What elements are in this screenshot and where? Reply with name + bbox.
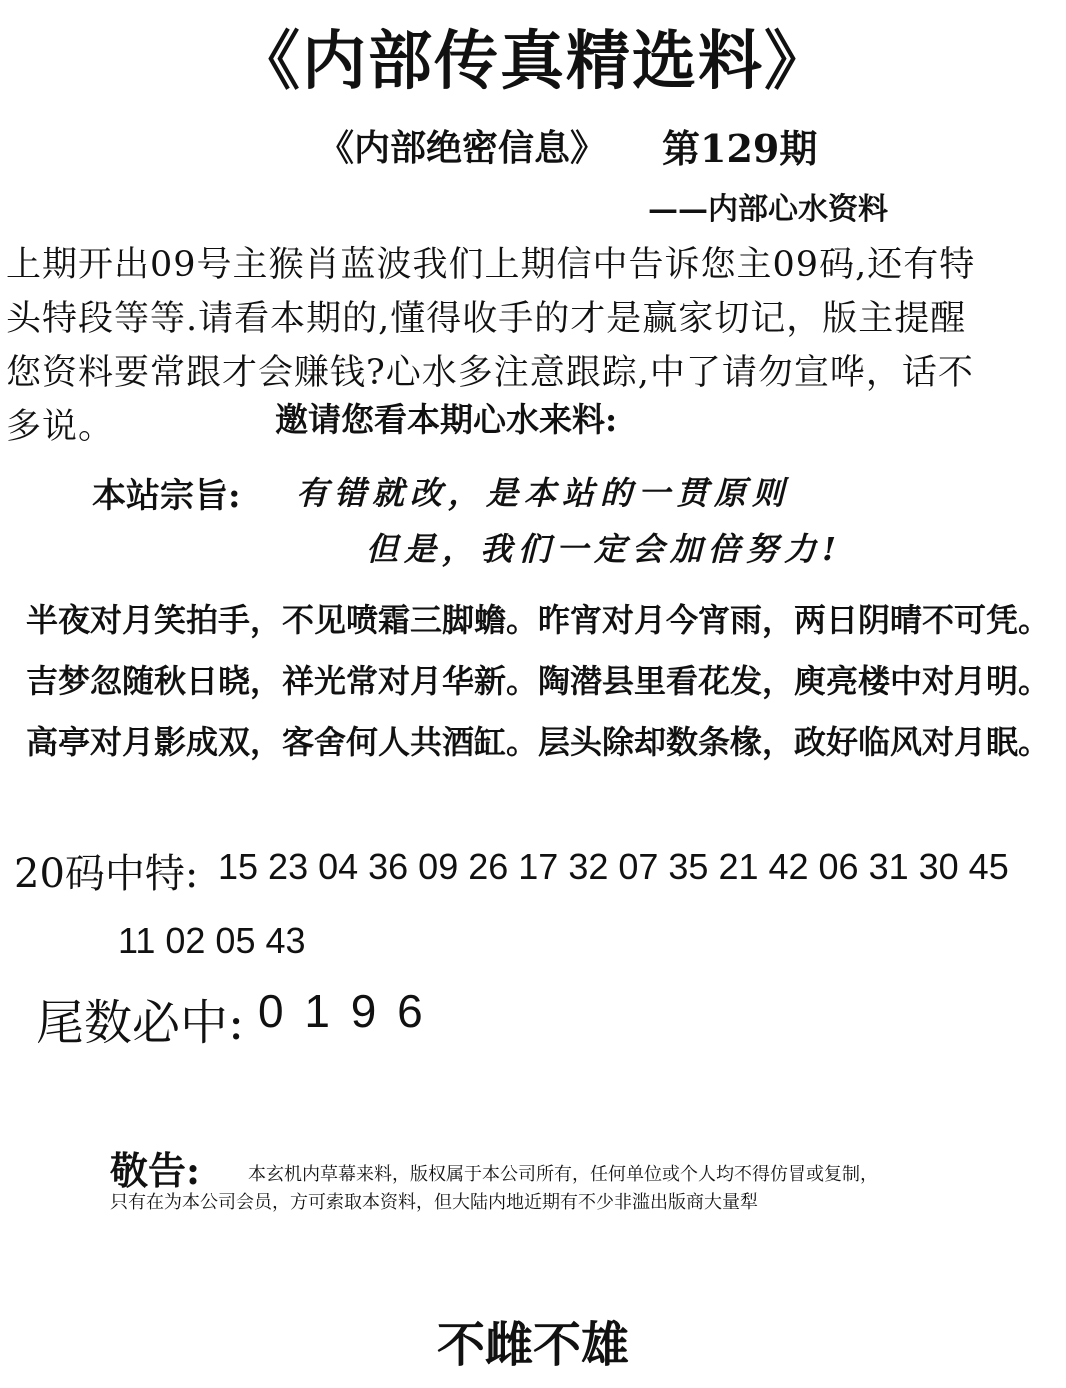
motto-line: 有错就改，是本站的一贯原则 bbox=[296, 474, 791, 512]
section-subtitle: 《内部绝密信息》 bbox=[318, 127, 607, 169]
poem-line: 半夜对月笑拍手，不见喷霜三脚蟾。昨宵对月今宵雨，两日阴晴不可凭。 bbox=[26, 601, 1051, 639]
poem-line: 高亭对月影成双，客舍何人共酒缸。层头除却数条椽，政好临风对月眠。 bbox=[26, 723, 1051, 761]
intro-line: 您资料要常跟才会赚钱?心水多注意跟踪,中了请勿宣哗，话不 bbox=[6, 353, 974, 393]
poem bbox=[26, 598, 1062, 781]
numbers-values: 15 23 04 36 09 26 17 32 07 35 21 42 06 31 30 45 bbox=[218, 846, 1009, 887]
page-title: 《内部传真精选料》 bbox=[236, 24, 830, 99]
footer-text: 不雌不雄 bbox=[436, 1317, 629, 1373]
notice-line: 只有在为本公司会员，方可索取本资料，但大陆内地近期有不少非滥出版商大量犁 bbox=[110, 1192, 758, 1213]
motto-label: 本站宗旨: bbox=[92, 476, 241, 516]
motto-line: 但是，我们一定会加倍努力! bbox=[366, 530, 843, 568]
numbers-values-continued: 11 02 05 43 bbox=[118, 920, 306, 961]
issue-number: 第129期 bbox=[662, 126, 818, 171]
tail-values: 0 1 9 6 bbox=[258, 985, 427, 1037]
numbers-label: 20码中特: bbox=[14, 851, 199, 897]
notice-line: 本玄机内草幕来料，版权属于本公司所有，任何单位或个人均不得仿冒或复制， bbox=[248, 1164, 878, 1185]
source-label: ——内部心水资料 bbox=[648, 192, 888, 227]
intro-line: 上期开出09号主猴肖蓝波我们上期信中告诉您主09码,还有特 bbox=[6, 245, 976, 285]
poem-line: 吉梦忽随秋日晓，祥光常对月华新。陶潜县里看花发，庾亮楼中对月明。 bbox=[26, 662, 1051, 700]
notice-label: 敬告: bbox=[110, 1148, 201, 1193]
intro-line: 头特段等等.请看本期的,懂得收手的才是赢家切记，版主提醒 bbox=[6, 299, 967, 339]
intro-line: 多说。 bbox=[6, 407, 115, 447]
tail-label: 尾数必中: bbox=[36, 995, 245, 1051]
invite-text: 邀请您看本期心水来料: bbox=[275, 400, 618, 439]
